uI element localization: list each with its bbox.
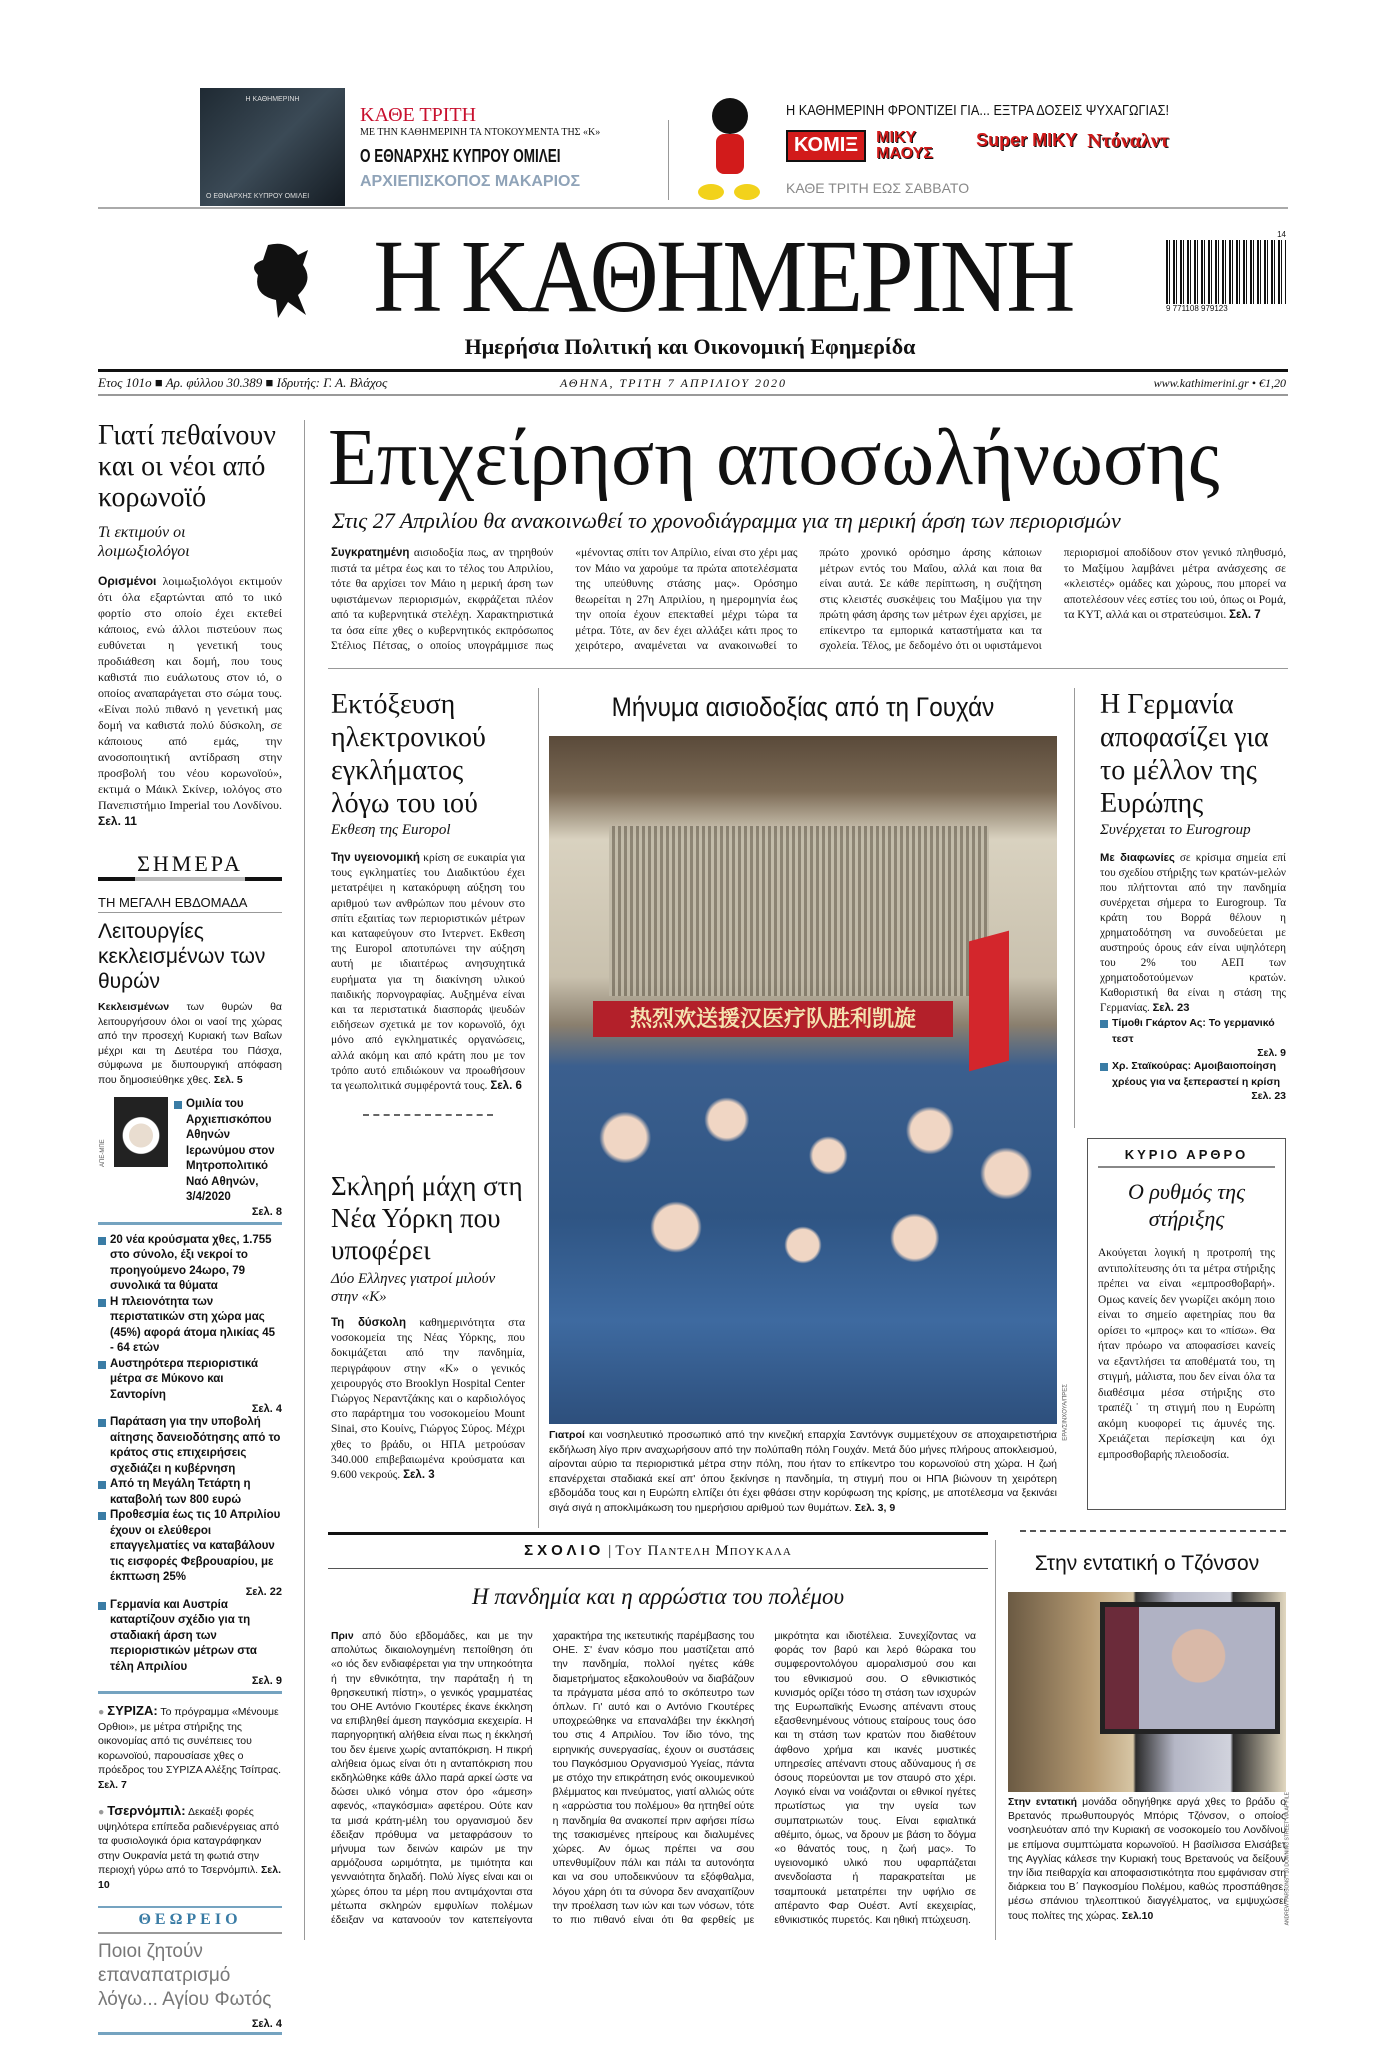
archbishop-item[interactable]: Ομιλία του Αρχιεπισκόπου Αθηνών Ιερωνύμου στον Μητροπολιτικό Ναό Αθηνών, 3/4/2020 <box>174 1097 282 1206</box>
issue-info: Ετος 101ο ■ Αρ. φύλλου 30.389 ■ Ιδρυτής: Γ. Α. Βλάχος <box>98 375 388 390</box>
johnson-body: Στην εντατική μονάδα οδηγήθηκε αργά χθες το βράδυ ο Βρετανός πρωθυπουργός Μπόρις Τζόνσον, ο οποίος νοσηλευόταν από την Κυριακή σε νοσοκομείο του Λονδίνου με επίμονα συμπτώματα κορωνοϊού. Η βασίλισσα Ελισάβετ της Αγγλίας κάλεσε την Κυριακή τους Βρετανούς να δείξουν την ίδια πειθαρχία και αποφασιστικότητα που εμφάνισαν στη διάρκεια του Β΄ Παγκοσμίου Πολέμου, καθώς προσπάθησε, μέσω σπάνιου τηλεοπτικού διαγγέλματος, να εμψυχώσει τους πολίτες της χώρας. Σελ.10 <box>1008 1797 1286 1922</box>
barcode-issue: 14 <box>1277 230 1286 239</box>
issue-date: ΑΘΗΝΑ, ΤΡΙΤΗ 7 ΑΠΡΙΛΙΟΥ 2020 <box>560 376 788 390</box>
ad-documents[interactable] <box>200 88 640 206</box>
comic-logo-miky-maous: ΜΙΚΥ ΜΑΟΥΣ <box>876 129 933 162</box>
germany-headline[interactable]: Η Γερμανία αποφασίζει για το μέλλον της Ευρώπης <box>1100 689 1269 819</box>
ad-title: Ο ΕΘΝΑΡΧΗΣ ΚΥΠΡΟΥ ΟΜΙΛΕΙ <box>360 146 561 166</box>
ad-line: ΜΕ ΤΗΝ ΚΑΘΗΜΕΡΙΝΗ ΤΑ ΝΤΟΚΟΥΜΕΝΤΑ ΤΗΣ «Κ» <box>360 127 601 138</box>
johnson-headline[interactable]: Στην εντατική ο Τζόνσον <box>1034 1552 1260 1575</box>
masthead-tagline: Ημερήσια Πολιτική και Οικονομική Εφημερίδα <box>464 334 916 359</box>
theoreio-headline[interactable]: Ποιοι ζητούν επαναπατρισμό λόγω... Αγίου Φωτός <box>98 1941 272 2010</box>
theoreio-label: ΘΕΩΡΕΙΟ <box>138 1911 242 1928</box>
comic-logo-komix: ΚΟΜΙΞ <box>786 130 866 162</box>
comment-header: ΣΧΟΛΙΟ | Του Παντελη Μπουκαλα <box>524 1542 792 1559</box>
news-bullet[interactable]: Προθεσμία έως τις 10 Απριλίου έχουν οι ελεύθεροι επαγγελματίες να καταβάλουν τις εισφορές Φεβρουαρίου, με έκπτωση 25% <box>98 1508 282 1586</box>
masthead-title[interactable]: Η ΚΑΘΗΜΕΡΙΝΗ <box>373 219 1073 334</box>
germany-item[interactable]: Χρ. Σταϊκούρας: Αμοιβαιοποίηση χρέους για να ξεπεραστεί η κρίση <box>1100 1059 1286 1090</box>
comic-logo-super-miky: Super ΜΙΚΥ <box>976 130 1078 150</box>
news-bullet[interactable]: Γερμανία και Αυστρία καταρτίζουν σχέδιο για τη σταδιακή άρση των περιοριστικών μέτρων στα τέλη Απριλίου <box>98 1598 282 1676</box>
barcode <box>1166 230 1286 320</box>
ad-comics-headline: Η ΚΑΘΗΜΕΡΙΝΗ ΦΡΟΝΤΙΖΕΙ ΓΙΑ... ΕΞΤΡΑ ΔΟΣΕΙΣ ΨΥΧΑΓΩΓΙΑΣ! <box>786 102 1170 119</box>
barcode-number: 9 771108 979123 <box>1166 304 1228 313</box>
comment-author: Του Παντελη Μπουκαλα <box>615 1543 792 1559</box>
today-label: ΣΗΜΕΡΑ <box>137 851 243 876</box>
griffin-logo-icon <box>248 240 316 320</box>
editorial-headline[interactable]: Ο ρυθμός της στήριξης <box>1127 1179 1246 1231</box>
europol-article: Εκτόξευση ηλεκτρονικού εγκλήματος λόγω του ιού Εκθεση της Europol Την υγειονομική κρίση σε ευκαιρία για τους εγκληματίες του Διαδικτύου έχει μετατρέψει η κατακόρυφη αύξηση του αριθμού των ανθρώπων που μένουν στο σπίτι εξαιτίας των περιοριστικών μέτρων και καταφεύγουν στο Ιντερνετ. Εκθεση της Europol αποτυπώνει την αύξηση αυτή με ιδιαιτέρως ανησυχητικά ευρήματα για τη διακίνηση υλικού παιδικής πορνογραφίας. Αυξημένα είναι και τα περιστατικά διασποράς ψευδών ειδήσεων σχετικά με τον κορωνοϊό, όχι μόνο από εγκληματικές οργανώσεις, αλλά ακόμη και από κράτη που με τον τρόπο αυτό επιδιώκουν να προωθήσουν τα γεωπολιτικά συμφέροντά τους. Σελ. 6 <box>331 688 525 1116</box>
europol-headline[interactable]: Εκτόξευση ηλεκτρονικού εγκλήματος λόγω του ιού <box>331 689 486 819</box>
europol-subhead: Εκθεση της Europol <box>331 822 451 838</box>
germany-article: Η Γερμανία αποφασίζει για το μέλλον της Ευρώπης Συνέρχεται το Eurogroup Με διαφωνίες σε κρίσιμα σημεία επί του σχεδίου στήριξης των κρατών-μελών που πλήττονται από την πανδημία συνέρχεται σήμερα το Eurogroup. Τα κράτη του Βορρά θέλουν η χρηματοδότηση να συνοδεύεται με αυστηρούς όρους εάν είναι υψηλότερη του 2% του ΑΕΠ των χρηματοδοτούμενων κρατών. Καθοριστική θα είναι η στάση της Γερμανίας. Σελ. 23 Τίμοθι Γκάρτον Ας: Το γερμανικό τεστ Σελ. 9 Χρ. Σταϊκούρας: Αμοιβαιοποίηση χρέους για να ξεπεραστεί η κρίση Σελ. 23 <box>1100 689 1286 1102</box>
news-bullet[interactable]: Παράταση για την υποβολή αίτησης δανειοδότησης από το κράτος στις επιχειρήσεις σχεδιάζει η κυβέρνηση <box>98 1415 282 1477</box>
germany-item[interactable]: Τίμοθι Γκάρτον Ας: Το γερμανικό τεστ <box>1100 1016 1286 1047</box>
news-bullet[interactable]: Αυστηρότερα περιοριστικά μέτρα σε Μύκονο και Σαντορίνη <box>98 1357 282 1404</box>
wuhan-photo[interactable] <box>549 736 1069 1441</box>
wuhan-caption: Γιατροί και νοσηλευτικό προσωπικό από την κινεζική επαρχία Σαντόνγκ συμμετέχουν σε αποχαιρετιστήρια εκδήλωση λίγο πριν αναχωρήσουν από την πολύπαθη πόλη Γουχάν. Μετά δύο μήνες πλήρους αποκλεισμού, αίρονται αύριο τα περιοριστικά μέτρα στην πόλη, που ήταν το επίκεντρο του κορωνοϊού στη χώρα. Η ζωή επανέρχεται σταδιακά εκεί απ' όπου ξεκίνησε η πανδημία, τη στιγμή που οι ΗΠΑ βιώνουν τη χειρότερη εβδομάδα τους και η Ευρώπη ελπίζει ότι έχει φθάσει στην κορύφωση της κρίσης, με αποτέλεσμα να ξεκινάει σιγά σιγά η αποκλιμάκωση του ημερήσιου αριθμού των θυμάτων. Σελ. 3, 9 <box>549 1429 1057 1514</box>
bullet-dot-icon: ● <box>98 1706 108 1718</box>
editorial-label: ΚΥΡΙΟ ΑΡΘΡΟ <box>1098 1147 1275 1168</box>
today-kicker: ΤΗ ΜΕΓΑΛΗ ΕΒΔΟΜΑΔΑ <box>98 895 282 913</box>
website-price[interactable]: www.kathimerini.gr • €1,20 <box>1153 376 1286 390</box>
page-ref[interactable]: Σελ. 11 <box>98 814 137 828</box>
archbishop-photo-credit: ΑΠΕ-ΜΠΕ <box>100 1139 106 1167</box>
mickey-mouse-icon <box>690 88 770 206</box>
lead-headline[interactable]: Επιχείρηση αποσωλήνωσης <box>328 414 1220 502</box>
comment-body: Πριν από δύο εβδομάδες, και με την απολύτως δικαιολογημένη πεποίθηση ότι «ο ιός δεν ενδιαφέρεται για την υπηκοότητα ή την εθνικότητα, την παράταξη ή τη θρησκευτική πίστη», ο γενικός γραμματέας του ΟΗΕ Αντόνιο Γκουτέρες έκανε έκκληση να επιβληθεί άμεση παγκόσμια εκεχειρία. Η παρηγορητική αλήθεια είναι πως η έκκλησή του δεν έμεινε χωρίς ανταπόκριση. Η πικρή αλήθεια όμως είναι ότι η ανταπόκριση που εκδηλώθηκε κάθε άλλο παρά αρκεί ώστε να δώσει υλικό νόημα στον όρο «άμεση» αφενός, «παγκόσμια» αφετέρου. Ούτε καν τα μισά κράτη-μέλη του οργανισμού δεν έδειξαν πρόθυμα να μεταφράσουν το μήνυμα των δεινών καιρών με την αρμόζουσα ωριμότητα, με τιμιότητα και γενναιότητα δηλαδή. Πολύ λίγες είναι και οι χώρες όπου τα μέρη που αντιμάχονται στα μέτωπα σκληρών εμφυλίων πολέμων έδειξαν να κατανοούν τον κατεπείγοντα χαρακτήρα της ικετευτικής παρέμβασης του ΟΗΕ. Σ' έναν κόσμο που μαστίζεται από την πανδημία, πολλοί ηγέτες κάθε διαμετρήματος εξακολουθούν να διαβάζουν τα πράγματα μέσα από το σκόπευτρο των όπλων. Γι' αυτό και ο Αντόνιο Γκουτέρες υποχρεώθηκε να επαναλάβει την έκκλησή του στις 4 Απριλίου. Τον ίδιο τόνο, της ειρηνικής συνεργασίας, έχουν οι συστάσεις του Παγκόσμιου Οργανισμού Υγείας, πάντα με στόχο την επικράτηση ενός οικουμενικού βλέμματος και πνεύματος, γιατί αλλιώς ούτε η «αρρώστια του πολέμου» θα ηττηθεί ούτε η πανδημία θα ανακοπεί πριν αφήσει πίσω της τσακισμένες ηπείρους και διαλυμένες χώρες. Αν όμως πρέπει να σου υπενθυμίζουν πάλι και πάλι τα αυτονόητα και να σου υποδεικνύουν τα εξόφθαλμα, λόγου χάρη ότι τα σύνορα δεν αναχαιτίζουν την προέλαση των ιών και των νόσων, τότε το πιο πιθανό είναι ότι θα φερθείς με μικρότητα και ιδιοτέλεια. Συνεχίζοντας να φοράς τον βαρύ και λερό θώρακα του συμφεροντολόγου αμοραλισμού σου και του εθνικισμού σου. Ο εθνικιστικός κυνισμός ορίζει τόσο τη στάση των ισχυρών της Ευρωπαϊκής Ενωσης απέναντι στους εξασθενημένους νότιους εταίρους τους όσο και τη στάση των κρατών που διαθέτουν άφθονο χρήμα και ικανές μυστικές υπηρεσίες απέναντι στους αδύναμους ή σε όσους πορεύονται με τον σταυρό στο χέρι. Λογικό είναι να νοιάζονται οι εθνικοί ηγέτες πρωτίστως για την υγεία των συμπατριωτών τους. Είναι εφιαλτικά αθέμιτο, όμως, να δρουν με βάση το δόγμα «ο θάνατός τους, η ζωή μας». Το υγειονομικό υλικό που υφαρπάζεται ανενδοίαστα ή παρακρατείται με τσαμπουκά μετατρέπει την υφήλιο σε απέραντο Φαρ Ουέστ. Αντί εκεχειρίας, εθνικιστικός πυρετός. Και ηθική πτώχευση. <box>331 1631 976 1927</box>
left-top-headline[interactable]: Γιατί πεθαίνουν και οι νέοι από κορωνοϊό <box>98 420 276 513</box>
ad-comics-footer: ΚΑΘΕ ΤΡΙΤΗ ΕΩΣ ΣΑΒΒΑΤΟ <box>786 180 970 196</box>
photo-credit: ANDREW PARSONS / 10 DOWNING STREET VIA AP FILE <box>1284 1792 1290 1926</box>
news-bullet[interactable]: Η πλειονότητα των περιστατικών στη χώρα μας (45%) αφορά άτομα ηλικίας 45 - 64 ετών <box>98 1295 282 1357</box>
bullet-dot-icon: ● <box>98 1806 108 1818</box>
lead-body: Συγκρατημένη αισιοδοξία πως, αν τηρηθούν πιστά τα μέτρα έως και το τέλος του Απριλίου, τότε θα αρχίσει τον Μάιο η μερική άρση των υφιστάμενων περιορισμών, εκφράζεται πλέον από τα κυβερνητικά στελέχη. Χαρακτηριστικά τα όσα είπε χθες ο κυβερνητικός εκπρόσωπος Στέλιος Πέτσας, ο οποίος υπογράμμισε πως «μένοντας σπίτι τον Απρίλιο, είναι στο χέρι μας τον Μάιο να χαρούμε τα πρώτα αποτελέσματα της υπεύθυνης στάσης μας». Ορόσημο θεωρείται η 27η Απριλίου, η ημερομηνία έως την οποία έχουν επεκταθεί μέχρι τώρα τα μέτρα. Τότε, αν δεν έχει αλλάξει κάτι προς το χειρότερο, αναμένεται να ανακοινωθεί το πρώτο χρονικό ορόσημο άρσης κάποιων μέτρων εντός του Μαΐου, αλλά και ποια θα είναι αυτά. Σε κάθε περίπτωση, η συζήτηση στις κλειστές συσκέψεις του Μαξίμου για την πρώτη φάση άρσης των μέτρων έχει αρχίσει, με επίκεντρο τα εμπορικά καταστήματα και τα σχολεία. Τέλος, με δεδομένο ότι οι υφιστάμενοι περιορισμοί αποδίδουν στον γενικό πληθυσμό, το Μαξίμου λαμβάνει μέτρα ανάσχεσης σε «κλειστές» ομάδες και χώρους, που μπορεί να αποτελέσουν νέες εστίες του ιού, όπως οι Ρομά, τα ΚΥΤ, αλλά και οι στρατεύσιμοι. Σελ. 7 <box>331 547 1286 652</box>
newyork-article: Σκληρή μάχη στη Νέα Υόρκη που υποφέρει Δύο Ελληνες γιατροί μιλούν στην «Κ» Τη δύσκολη καθημερινότητα στα νοσοκομεία της Νέας Υόρκης, που δοκιμάζεται από την πανδημία, περιγράφουν στην «Κ» ο γενικός χειρουργός στο Brooklyn Hospital Center Γιώργος Νεραντζάκης και ο καρδιολόγος στο παράρτημα του νοσοκομείου Mount Sinai, στο Κουίνς, Γιώργος Σύρος. Μέχρι χθες το βράδυ, οι ΗΠΑ μετρούσαν 340.000 επιβεβαιωμένα κρούσματα και 9.600 νεκρούς. Σελ. 3 <box>331 1171 525 1482</box>
archbishop-photo <box>114 1097 168 1167</box>
book-cover-brand: Η ΚΑΘΗΜΕΡΙΝΗ <box>245 96 300 103</box>
today-body: Κεκλεισμένων των θυρών θα λειτουργήσουν όλοι οι ναοί της χώρας από την προσεχή Κυριακή των Βαΐων μέχρι και τη Δευτέρα του Πάσχα, σύμφωνα με διυπουργική απόφαση που δημοσιεύθηκε χθες. Σελ. 5 <box>98 1001 282 1086</box>
book-cover-image <box>200 88 345 206</box>
editorial-box <box>1087 1138 1286 1510</box>
ad-subtitle: ΑΡΧΙΕΠΙΣΚΟΠΟΣ ΜΑΚΑΡΙΟΣ <box>360 173 581 190</box>
photo-credit: EPA/ΣΙΝΧΟΥΑ/ΠΡΕΣ <box>1063 1384 1069 1441</box>
left-top-body: Ορισμένοι λοιμωξιολόγοι εκτιμούν ότι όλα εξαρτώνται από το ιικό φορτίο στο οποίο έχει εκτεθεί κάποιος, ενώ άλλοι πιστεύουν πως ευθύνεται η γενετική τους προδιάθεση και δομή, που τους καθιστά πιο ευάλωτους στον ιό, ο οποίος αναπαράγεται στο σώμα τους. «Είναι πολύ πιθανό η γενετική μας δομή να καθιστά πολύ δύσκολη, σε κάποιους από εμάς, την ανοσοποιητική αντίδραση στην προσβολή του νέου κορωνοϊού», εκτιμά ο Μάικλ Σκίνερ, ιολόγος στο Πανεπιστήμιο Imperial του Λονδίνου. Σελ. 11 <box>98 574 282 828</box>
brief-chernobyl[interactable]: ● Τσερνόμπιλ: Δεκαέξι φορές υψηλότερα επίπεδα ραδιενέργειας από τα φυσιολογικά όρια καταγράφηκαν στην Ουκρανία μετά τη φωτιά στην περιοχή γύρω από το Τσερνόμπιλ. Σελ. 10 <box>98 1803 282 1891</box>
newyork-subhead: Δύο Ελληνες γιατροί μιλούν στην «Κ» <box>331 1271 496 1305</box>
newyork-headline[interactable]: Σκληρή μάχη στη Νέα Υόρκη που υποφέρει <box>331 1171 523 1265</box>
editorial-body: Ακούγεται λογική η προτροπή της αντιπολίτευσης ότι τα μέτρα στήριξης πρέπει να είναι «εμπροσθοβαρή». Ομως κανείς δεν γνωρίζει ακόμη ποιο είναι το σημείο αφετηρίας που θα ορίσει το «μπρος» και το «πίσω». Θα ήταν πρόωρο να αποφασίσει κανείς να εξαντλήσει τα αποθέματά του, τη στιγμή, μάλιστα, που δεν είναι όλα τα διαθέσιμα μέσα στήριξης στο τραπέζι˙ τη στιγμή που η Ευρώπη ακόμη κυοφορεί τις άμυνές της. Χρειάζεται περίσκεψη και όχι εμπροσθοβαρής πλειοδοσία. <box>1098 1247 1275 1461</box>
brief-syriza[interactable]: ● ΣΥΡΙΖΑ: Το πρόγραμμα «Μένουμε Ορθιοι», με μέτρα στήριξης της οικονομίας από τις συνέπειες του κορωνοϊού, παρουσίασε χθες ο πρόεδρος του ΣΥΡΙΖΑ Αλέξης Τσίπρας. Σελ. 7 <box>98 1703 282 1791</box>
chinese-flag <box>969 931 1009 1072</box>
wuhan-headline[interactable]: Μήνυμα αισιοδοξίας από τη Γουχάν <box>611 692 995 722</box>
left-column: Γιατί πεθαίνουν και οι νέοι από κορωνοϊό Τι εκτιμούν οι λοιμωξιολόγοι Ορισμένοι λοιμωξιολόγοι εκτιμούν ότι όλα εξαρτώνται από το ιικό φορτίο στο οποίο έχει εκτεθεί κάποιος, ενώ άλλοι πιστεύουν πως ευθύνεται η γενετική τους προδιάθεση και δομή, που τους καθιστά πιο ευάλωτους στον ιό, ο οποίος αναπαράγεται στο σώμα τους. «Είναι πολύ πιθανό η γενετική μας δομή να καθιστά πολύ δύσκολη, σε κάποιους από εμάς, την ανοσοποιητική αντίδραση στην προσβολή του νέου κορωνοϊού», εκτιμά ο Μάικλ Σκίνερ, ιολόγος στο Πανεπιστήμιο Imperial του Λονδίνου. Σελ. 11 ΣΗΜΕΡΑ ΤΗ ΜΕΓΑΛΗ ΕΒΔΟΜΑΔΑ Λειτουργίες κεκλεισμένων των θυρών Κεκλεισμένων των θυρών θα λειτουργήσουν όλοι οι ναοί της χώρας από την προσεχή Κυριακή των Βαΐων μέχρι και τη Δευτέρα του Πάσχα, σύμφωνα με διυπουργική απόφαση που δημοσιεύθηκε χθες. Σελ. 5 ΑΠΕ-ΜΠΕ Ομιλία του Αρχιεπισκόπου Αθηνών Ιερωνύμου στον Μητροπολιτικό Ναό Αθηνών, 3/4/2020 Σελ. 8 20 νέα κρούσματα χθες, 1.755 στο σύνολο, έξι νεκροί το προηγούμενο 24ωρο, 79 συνολικά τα θύματα Η πλειονότητα των περιστατικών στη χώρα μας (45%) αφορά άτομα ηλικίας 45 - 64 ετών Αυστηρότερα περιοριστικά μέτρα σε Μύκονο και Σαντορίνη Σελ. 4 Παράταση για την υποβολή αίτησης δανειοδότησης από το κράτος στις επιχειρήσεις σχεδιάζει η κυβέρνηση Από τη Μεγάλη Τετάρτη η καταβολή των 800 ευρώ Προθεσμία έως τις 10 Απριλίου έχουν οι ελεύθεροι επαγγελματίες να καταβάλουν τις εισφορές Φεβρουαρίου, με έκπτωση 25% Σελ. 22 Γερμανία και Αυστρία καταρτίζουν σχέδιο για τη σταδιακή άρση των περιοριστικών μέτρων στα τέλη Απριλίου Σελ. 9 ● ΣΥΡΙΖΑ: Το πρόγραμμα «Μένουμε Ορθιοι», με μέτρα στήριξης της οικονομίας από τις συνέπειες του κορωνοϊού, παρουσίασε χθες ο πρόεδρος του ΣΥΡΙΖΑ Αλέξης Τσίπρας. Σελ. 7 ● Τσερνόμπιλ: Δεκαέξι φορές υψηλότερα επίπεδα ραδιενέργειας από τα φυσιολογικά όρια καταγράφηκαν στην Ουκρανία μετά τη φωτιά στην περιοχή γύρω από το Τσερνόμπιλ. Σελ. 10 ΘΕΩΡΕΙΟ Ποιοι ζητούν επαναπατρισμό λόγω... Αγίου Φωτός Σελ. 4 <box>98 420 282 2035</box>
left-top-subhead: Τι εκτιμούν οι λοιμωξιολόγοι <box>98 524 190 560</box>
lead-subhead: Στις 27 Απριλίου θα ανακοινωθεί το χρονοδιάγραμμα για τη μερική άρση των περιορισμών <box>332 508 1121 533</box>
today-headline[interactable]: Λειτουργίες κεκλεισμένων των θυρών <box>98 920 266 993</box>
germany-subhead: Συνέρχεται το Eurogroup <box>1100 822 1251 838</box>
news-bullet[interactable]: Από τη Μεγάλη Τετάρτη η καταβολή των 800 ευρώ <box>98 1477 282 1508</box>
news-bullet[interactable]: 20 νέα κρούσματα χθες, 1.755 στο σύνολο, έξι νεκροί το προηγούμενο 24ωρο, 79 συνολικά τα θύματα <box>98 1233 282 1295</box>
comment-label: ΣΧΟΛΙΟ <box>524 1542 605 1559</box>
book-cover-title: Ο ΕΘΝΑΡΧΗΣ ΚΥΠΡΟΥ ΟΜΙΛΕΙ <box>206 193 310 200</box>
ad-comics[interactable] <box>690 88 1290 206</box>
ad-kicker: ΚΑΘΕ ΤΡΙΤΗ <box>360 104 477 126</box>
comic-logo-donald: Ντόναλντ <box>1087 130 1169 152</box>
chinese-banner: 热烈欢送援汉医疗队胜利凯旋 <box>593 1001 953 1037</box>
comment-headline[interactable]: Η πανδημία και η αρρώστια του πολέμου <box>471 1584 845 1609</box>
